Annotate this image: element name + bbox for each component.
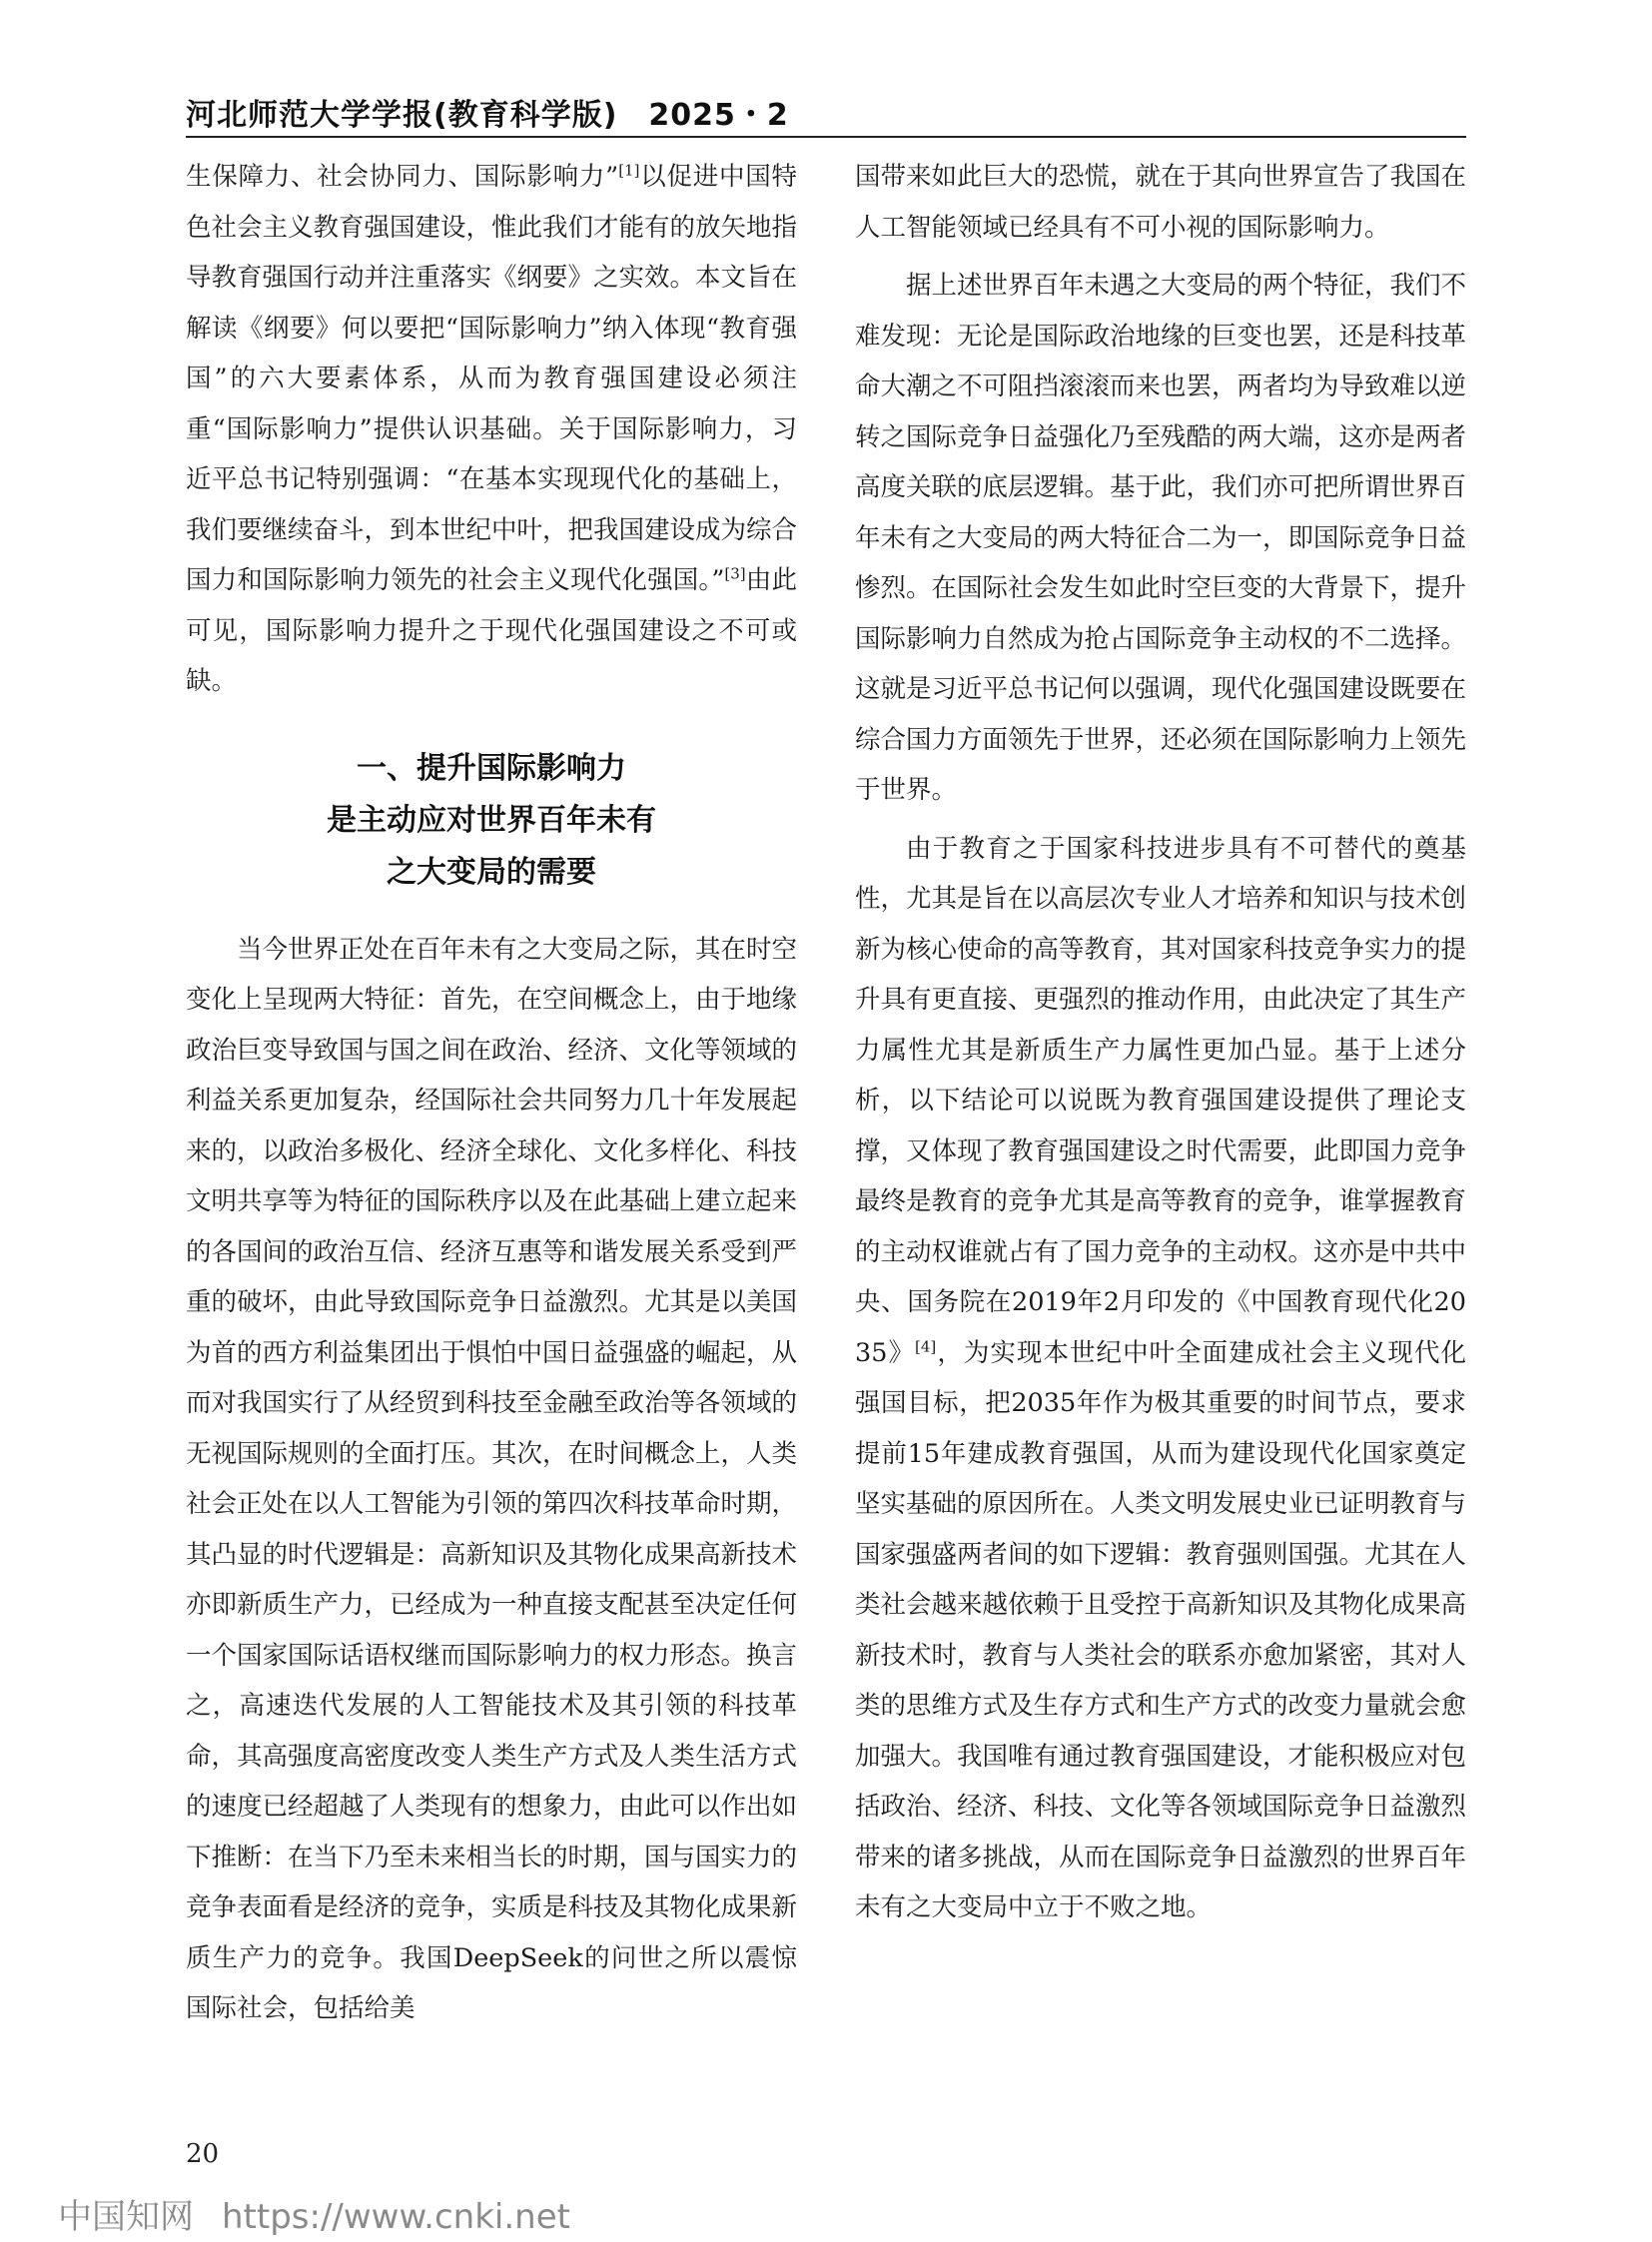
paragraph-text: 由于教育之于国家科技进步具有不可替代的奠基性，尤其是旨在以高层次专业人才培养和知识与技术创新为核心使命的高等教育，其对国家科技竞争实力的提升具有更直接、更强烈的推动作用，由此决定了其生产力属性尤其是新质生产力属性更加凸显。基于上述分析，以下结论可以说既为教育强国建设提供了理论支撑，又体现了教育强国建设之时代需要，此即国力竞争最终是教育的竞争尤其是高等教育的竞争，谁掌握教育的主动权谁就占有了国力竞争的主动权。这亦是中共中央、国务院在2019年2月印发的《中国教育现代化2035》 [855, 833, 1467, 1368]
citation-ref-3[interactable]: [3] [724, 564, 746, 583]
paragraph-deepseek-continued: 国带来如此巨大的恐慌，就在于其向世界宣告了我国在人工智能领域已经具有不可小视的国际影响力。 [855, 162, 1467, 243]
paragraph-intro-continued [186, 152, 797, 707]
page-number: 20 [186, 2139, 220, 2169]
watermark-url[interactable]: https://www.cnki.net [222, 2197, 570, 2237]
section-heading-line: 是主动应对世界百年未有 [327, 802, 656, 838]
citation-ref-1[interactable]: [1] [618, 161, 640, 180]
paragraph-world-change: 当今世界正处在百年未有之大变局之际，其在时空变化上呈现两大特征：首先，在空间概念上，由于地缘政治巨变导致国与国之间在政治、经济、文化等领域的利益关系更加复杂，经国际社会共同努力几十年发展起来的，以政治多极化、经济全球化、文化多样化、科技文明共享等为特征的国际秩序以及在此基础上建立起来的各国间的政治互信、经济互惠等和谐发展关系受到严重的破坏，由此导致国际竞争日益激烈。尤其是以美国为首的西方利益集团出于惧怕中国日益强盛的崛起，从而对我国实行了从经贸到科技至金融至政治等各领域的无视国际规则的全面打压。其次，在时间概念上，人类社会正处在以人工智能为引领的第四次科技革命时期，其凸显的时代逻辑是：高新知识及其物化成果高新技术亦即新质生产力，已经成为一种直接支配甚至决定任何一个国家国际话语权继而国际影响力的权力形态。换言之，高速迭代发展的人工智能技术及其引领的科技革命，其高强度高密度改变人类生产方式及人类生活方式的速度已经超越了人类现有的想象力，由此可以作出如下推断：在当下乃至未来相当长的时期，国与国实力的竞争表面看是经济的竞争，实质是科技及其物化成果新质生产力的竞争。我国DeepSeek的问世之所以震惊国际社会，包括给美 [186, 934, 798, 2023]
paragraph-two-features: 据上述世界百年未遇之大变局的两个特征，我们不难发现：无论是国际政治地缘的巨变也罢，还是科技革命大潮之不可阻挡滚滚而来也罢，两者均为导致难以逆转之国际竞争日益强化乃至残酷的两大端，这亦是两者高度关联的底层逻辑。基于此，我们亦可把所谓世界百年未有之大变局的两大特征合二为一，即国际竞争日益惨烈。在国际社会发生如此时空巨变的大背景下，提升国际影响力自然成为抢占国际竞争主动权的不二选择。这就是习近平总书记何以强调，现代化强国建设既要在综合国力方面领先于世界，还必须在国际影响力上领先于世界。 [855, 271, 1467, 805]
section-heading [186, 743, 797, 899]
journal-header: 河北师范大学学报(教育科学版) 2025・2 [186, 98, 789, 133]
paragraph-text: 由此可见，国际影响力提升之于现代化强国建设之不可或缺。 [186, 565, 797, 696]
section-heading-line: 一、提升国际影响力 [357, 750, 626, 786]
section-heading-line: 之大变局的需要 [387, 854, 596, 890]
right-column [855, 152, 1466, 1941]
citation-ref-4[interactable]: [4] [915, 1337, 937, 1355]
left-column [186, 152, 797, 2042]
watermark-brand: 中国知网 [58, 2197, 194, 2237]
header-rule [186, 136, 1466, 138]
paragraph-text: 生保障力、社会协同力、国际影响力” [186, 162, 619, 192]
paragraph-education-foundation [855, 824, 1466, 1933]
paragraph-text: 以促进中国特色社会主义教育强国建设，惟此我们才能有的放矢地指导教育强国行动并注重落实《纲要》之实效。本文旨在解读《纲要》何以要把“国际影响力”纳入体现“教育强国”的六大要素体系，从而为教育强国建设必须注重“国际影响力”提供认识基础。关于国际影响力，习近平总书记特别强调：“在基本实现现代化的基础上，我们要继续奋斗，到本世纪中叶，把我国建设成为综合国力和国际影响力领先的社会主义现代化强国。” [186, 162, 798, 595]
paragraph-text: ，为实现本世纪中叶全面建成社会主义现代化强国目标，把2035年作为极其重要的时间节点，要求提前15年建成教育强国，从而为建设现代化国家奠定坚实基础的原因所在。人类文明发展史业已证明教育与国家强盛两者间的如下逻辑：教育强则国强。尤其在人类社会越来越依赖于且受控于高新知识及其物化成果高新技术时，教育与人类社会的联系亦愈加紧密，其对人类的思维方式及生存方式和生产方式的改变力量就会愈加强大。我国唯有通过教育强国建设，才能积极应对包括政治、经济、科技、文化等各领域国际竞争日益激烈带来的诸多挑战，从而在国际竞争日益激烈的世界百年未有之大变局中立于不败之地。 [855, 1337, 1467, 1922]
cnki-watermark [58, 2189, 570, 2238]
